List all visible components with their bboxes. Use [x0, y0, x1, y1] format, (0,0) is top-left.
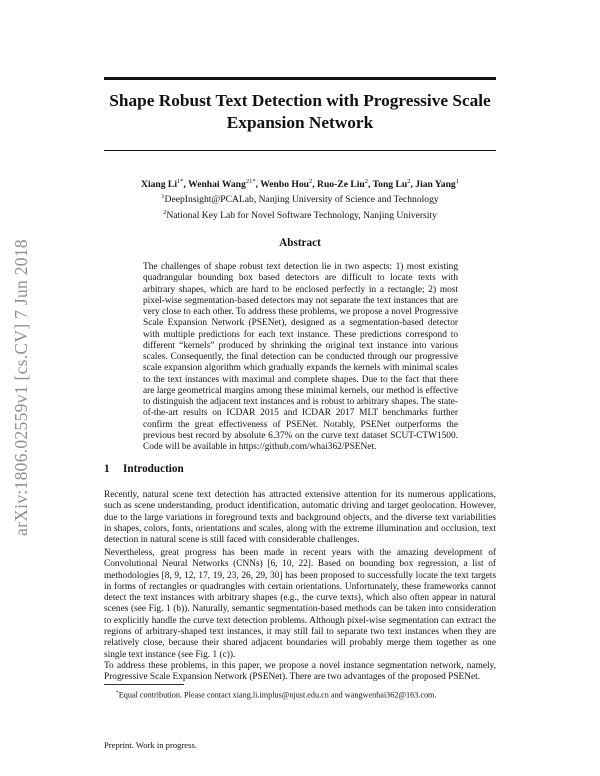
title-line-1: Shape Robust Text Detection with Progressive Scale — [109, 91, 491, 110]
author-name: Wenbo Hou — [260, 179, 309, 191]
arxiv-id: arXiv:1806.02559v1 [cs.CV] 7 Jun 2018 — [10, 239, 31, 536]
section-number: 1 — [104, 463, 110, 475]
author-name: Ruo-Ze Liu — [317, 179, 365, 191]
preprint-note: Preprint. Work in progress. — [104, 740, 197, 750]
section-title: Introduction — [123, 463, 184, 475]
author-block — [104, 176, 496, 222]
title-rule-bottom — [104, 150, 496, 151]
affiliation-2: $^2$National Key Lab for Novel Software Technology, Nanjing University — [163, 208, 437, 221]
abstract-text: The challenges of shape robust text detection lie in two aspects: 1) most existing quadrangular bounding box based detectors are difficult to locate texts with arbitrary shapes, which are hard to be enclosed perfectly in a rectangle; 2) most pixel-wise segmentation-based detectors may not separate the text instances that are very close to each other. To address these problems, we propose a novel Progressive Scale Expansion Network (PSENet), designed as a segmentation-based detector with multiple predictions for each text instance. These predictions correspond to different “kernels” produced by shrinking the original text instance into various scales. Consequently, the final detection can be conducted through our progressive scale expansion algorithm which gradually expands the kernels with minimal scales to the text instances with maximal and complete shapes. Due to the fact that there are large geometrical margins among these minimal kernels, our method is effective to distinguish the adjacent text instances and is robust to arbitrary shapes. The state-of-the-art results on ICDAR 2015 and ICDAR 2017 MLT benchmarks further confirm the great effectiveness of PSENet. Notably, PSENet outperforms the previous best record by absolute 6.37% on the curve text dataset SCUT-CTW1500. Code will be available in https://github.com/whai362/PSENet. — [143, 262, 458, 452]
paragraph: Recently, natural scene text detection has attracted extensive attention for its numerous applications, such as scene understanding, product identification, automatic driving and target geolocation. However, due to the large variations in foreground texts and background objects, and the diverse text variabilities in shapes, colors, fonts, orientations and scales, along with the extreme illumination and occlusion, text detection in natural scene is still faced with considerable challenges. — [104, 490, 496, 546]
arxiv-stamp — [1, 210, 41, 565]
section-heading — [104, 463, 496, 475]
footnote-rule — [104, 684, 184, 685]
author-name: Wenhai Wang — [188, 179, 246, 191]
footnote: *Equal contribution. Please contact xiang.li.implus@njust.edu.cn and wangwenhai362@163.com. — [116, 690, 437, 700]
title-rule-top — [104, 77, 496, 80]
paragraph: Nevertheless, great progress has been made in recent years with the amazing development of Convolutional Neural Networks (CNNs) [6, 10, 22]. Based on bounding box regression, a list of methodologies [8, 9, 12, 17, 19, 23, 26, 29, 30] has been proposed to successfully locate the text targets in forms of rectangles or quadrangles with certain orientations. Unfortunately, these frameworks cannot detect the text instances with arbitrary shapes (e.g., the curve texts), which also often appear in natural scenes (see Fig. 1 (b)). Naturally, semantic segmentation-based methods can be taken into consideration to explicitly handle the curve text detection problems. Although pixel-wise segmentation can extract the regions of arbitrary-shaped text instances, it may still fail to separate two text instances when they are relatively close, because their shared adjacent boundaries will probably merge them together as one single text instance (see Fig. 1 (c)). — [104, 548, 496, 660]
author-name: Tong Lu — [372, 179, 408, 191]
paper-title — [104, 90, 496, 134]
author-name: Jian Yang — [415, 179, 456, 191]
author-names: Xiang $Li^{1*}$, Wenhai Wang$^{21*}$, Wenbo Hou$^2$, Ruo-Ze Liu$^2$, Tong Lu$^2$, Jian Yang$^1$ — [141, 178, 459, 191]
paragraph: To address these problems, in this paper, we propose a novel instance segmentation network, namely, Progressive Scale Expansion Network (PSENet). There are two advantages of the proposed PSENet. — [104, 661, 496, 683]
author-name: Xiang Li — [141, 179, 178, 191]
abstract-heading: Abstract — [279, 237, 321, 249]
affiliation-1: $^1$DeepInsight@PCALab, Nanjing University of Science and Technology — [161, 193, 439, 206]
title-line-2: Expansion Network — [226, 113, 374, 132]
